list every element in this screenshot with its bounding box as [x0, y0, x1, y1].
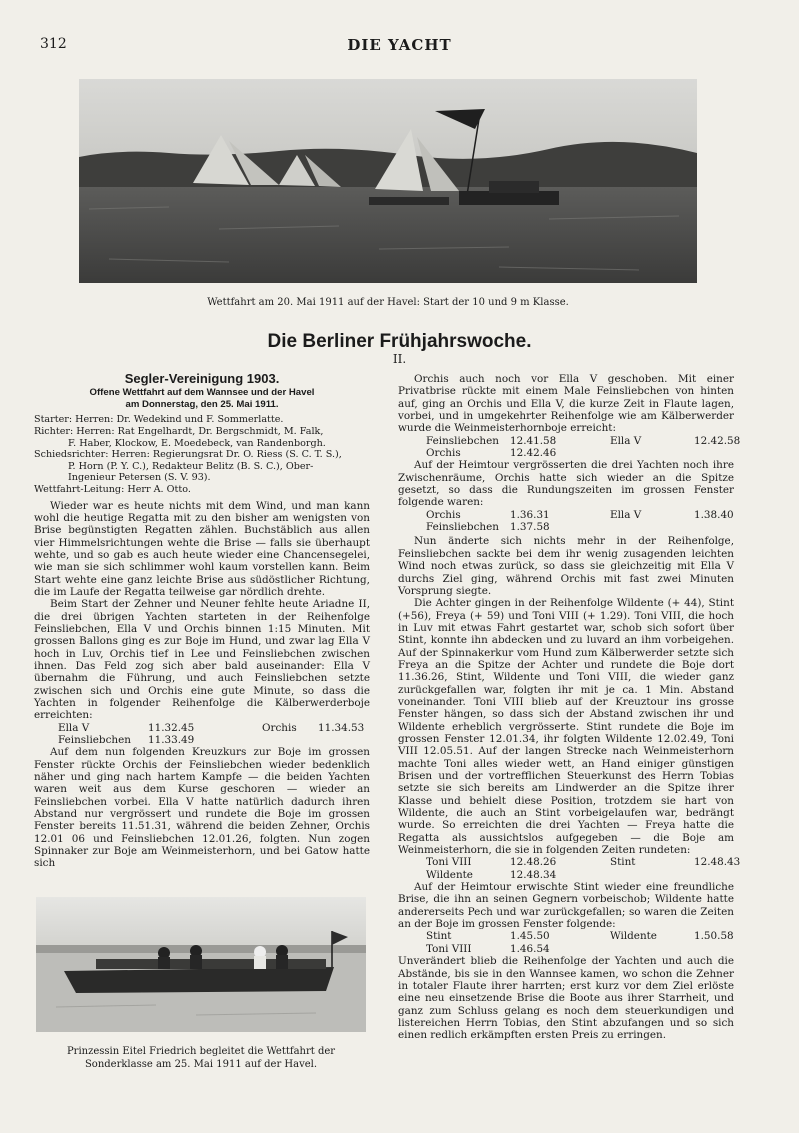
regatta-start-image: [79, 79, 697, 283]
running-title: DIE YACHT: [347, 36, 452, 54]
article-part: II.: [392, 352, 407, 366]
table-cell: Toni VIII: [426, 942, 472, 955]
paragraph: Unverändert blieb die Reihenfolge der Yachten und auch die Abstände, bis sie in den Wannsee kamen, wo schon die Zehner in totaler Flaute ihrer harrten; erst kurz vor dem Ziel erlöste eine neu einsetzende Brise die Boote aus ihrer Starrheit, und ganz zum Schluss gelang es noch dem steuerkundigen und listereichen Herrn Tobias, den Stint abzufangen und so sich einen redlich erkämpften ersten Preis zu erringen.: [398, 955, 734, 1042]
table-cell: Ella V: [58, 721, 90, 734]
table-cell: Feinsliebchen: [426, 521, 499, 534]
regatta-start-photo: [79, 79, 697, 283]
table-cell: 1.45.50: [510, 930, 550, 943]
table-cell: 1.36.31: [510, 508, 550, 521]
officials-line: Wettfahrt-Leitung: Herr A. Otto.: [34, 483, 191, 495]
officials-line: Starter: Herren: Dr. Wedekind und F. Sommerlatte.: [34, 414, 284, 426]
table-cell: 1.50.58: [694, 930, 734, 943]
section-subtitle-1: Offene Wettfahrt auf dem Wannsee und der Havel: [89, 387, 315, 399]
table-cell: Ella V: [610, 434, 642, 447]
table-cell: 1.38.40: [694, 508, 734, 521]
paragraph: Orchis auch noch vor Ella V geschoben. Mit einer Privatbrise rückte mit einem Male Feinsliebchen von hinten auf, ging an Orchis und Ella V, die kurze Zeit in Flaute lagen, vorbei, und in umgekehrter Reihenfolge wie am Kälberwerder wurde die Weinmeisterhornboje erreicht:: [398, 373, 734, 435]
paragraph: Die Achter gingen in der Reihenfolge Wildente (+ 44), Stint (+56), Freya (+ 59) und Toni VIII (+ 1.29). Toni VIII, die hoch in Luv mit etwas Fahrt gestartet war, schob sich sofort über Stint, konnte ihn abdecken und zu luvard an ihm vorbeigehen. Auf der Spinnakerkur vom Hund zum Kälberwerder setzte sich Freya an die Spitze der Achter und rundete die Boje dort 11.36.26, Stint, Wildente und Toni VIII, die wieder ganz zurückgefallen war, folgten ihr mit je ca. 1 Min. Abstand voneinander. Toni VIII blieb auf der Kreuztour ins grosse Fenster hängen, so dass sich der Abstand zwischen ihr und Wildente erheblich vergrösserte. Stint rundete die Boje im grossen Fenster 12.01.34, ihr folgten Wildente 12.02.49, Toni VIII 12.05.51. Auf der langen Strecke nach Weinmeisterhorn machte Toni alles wieder wett, an Hand einiger günstigen Brisen und der vortrefflichen Steuerkunst des Herrn Tobias setzte sie sich bereits am Lindwerder an die Spitze ihrer Klasse und behielt diese Position, trotzdem sie hart von Wildente, die auch an Stint vorbeigelaufen war, bedrängt wurde. So erreichten die drei Yachten — Freya hatte die Regatta als aussichtslos aufgegeben — die Boje am Weinmeisterhorn, die sie in folgenden Zeiten rundeten:: [398, 597, 734, 857]
figure-1-caption: Wettfahrt am 20. Mai 1911 auf der Havel: Start der 10 und 9 m Klasse.: [207, 297, 569, 308]
motor-launch-image: [36, 897, 366, 1032]
table-cell: Orchis: [426, 447, 461, 460]
table-cell: [318, 734, 388, 746]
page-number: 312: [40, 36, 67, 52]
figure-2-caption: Prinzessin Eitel Friedrich begleitet die Wettfahrt der Sonderklasse am 25. Mai 1911 auf der Havel.: [66, 1046, 336, 1070]
table-cell: 12.42.58: [694, 434, 741, 447]
table-cell: 12.48.34: [510, 868, 557, 881]
table-cell: [694, 943, 764, 955]
table-cell: 11.32.45: [148, 721, 195, 734]
table-cell: [694, 521, 764, 533]
table-cell: Toni VIII: [426, 856, 472, 869]
paragraph: Auf der Heimtour erwischte Stint wieder eine freundliche Brise, die ihn an seinen Gegnern vorbeischob; Wildente hatte andererseits Pech und war zurückgefallen; so waren die Zeiten an der Boje im grossen Fenster folgende:: [398, 881, 734, 931]
officials-line: F. Haber, Klockow, E. Moedebeck, van Randenborgh.: [68, 437, 326, 449]
paragraph: Auf der Heimtour vergrösserten die drei Yachten noch ihre Zwischenräume, Orchis hatte sich wieder an die Spitze gesetzt, so dass die Rundungszeiten im grossen Fenster folgende waren:: [398, 459, 734, 509]
officials-line: Richter: Herren: Rat Engelhardt, Dr. Bergschmidt, M. Falk,: [34, 425, 324, 437]
section-subtitle-2: am Donnerstag, den 25. Mai 1911.: [125, 399, 279, 411]
times-table: [398, 509, 734, 534]
table-cell: [218, 734, 318, 746]
left-column: [34, 373, 370, 870]
table-cell: 11.34.53: [318, 721, 365, 734]
table-cell: Orchis: [426, 508, 461, 521]
times-table: [398, 856, 741, 881]
officials-line: Ingenieur Petersen (S. V. 93).: [68, 472, 211, 484]
paragraph: Beim Start der Zehner und Neuner fehlte heute Ariadne II, die drei übrigen Yachten starteten in der Reihenfolge Feinsliebchen, Ella V und Orchis binnen 1:15 Minuten. Mit grossen Ballons ging es zur Boje im Hund, und zwar lag Ella V hoch in Luv, Orchis tief in Lee und Feinsliebchen zwischen ihnen. Das Feld zog sich aber bald auseinander: Ella V übernahm die Führung, und auch Feinsliebchen setzte zwischen sich und Orchis eine gute Minute, so dass die Yachten in folgender Reihenfolge die Kälberwerderboje erreichten:: [34, 598, 370, 722]
table-cell: 11.33.49: [148, 734, 195, 747]
table-cell: [610, 869, 694, 881]
table-cell: 12.48.26: [510, 856, 557, 869]
table-cell: Stint: [426, 930, 452, 943]
table-cell: Feinsliebchen: [58, 734, 131, 747]
right-column: [398, 373, 741, 1042]
table-cell: 1.46.54: [510, 942, 550, 955]
table-cell: Stint: [610, 856, 636, 869]
times-table: [398, 930, 734, 955]
table-cell: [610, 447, 694, 459]
times-table: [34, 722, 370, 747]
times-table: [398, 434, 741, 460]
officials-line: Schiedsrichter: Herren: Regierungsrat Dr. O. Riess (S. C. T. S.),: [34, 449, 342, 461]
table-cell: [610, 521, 694, 533]
table-cell: 1.37.58: [510, 521, 550, 534]
paragraph: Wieder war es heute nichts mit dem Wind, und man kann wohl die heutige Regatta mit zu den bisher am wenigsten von Brise begünstigten Regatten zählen. Buchstäblich aus allen vier Himmelsrichtungen wehte die Brise — falls sie überhaupt wehte, und so gab es auch heute wieder eine Chancensegelei, wie man sie sich schlimmer wohl kaum vorstellen kann. Beim Start wehte eine ganz leichte Brise aus südöstlicher Richtung, die im Laufe der Regatta teilweise gar nördlich drehte.: [34, 499, 370, 598]
table-cell: [610, 943, 694, 955]
table-cell: Ella V: [610, 508, 642, 521]
section-title: Segler-Vereinigung 1903.: [124, 371, 280, 386]
table-cell: Orchis: [262, 721, 297, 734]
officials-line: P. Horn (P. Y. C.), Redakteur Belitz (B. S. C.), Ober-: [68, 460, 314, 472]
table-cell: 12.48.43: [694, 856, 741, 869]
table-cell: [694, 869, 764, 881]
motor-launch-photo: [36, 897, 366, 1032]
table-cell: 12.41.58: [510, 434, 557, 447]
article-title: Die Berliner Frühjahrswoche.: [267, 331, 532, 352]
table-cell: Wildente: [610, 930, 657, 943]
table-cell: 12.42.46: [510, 447, 557, 460]
paragraph: Nun änderte sich nichts mehr in der Reihenfolge, Feinsliebchen sackte bei dem ihr wenig zusagenden leichten Wind noch etwas zurück, so dass sie gleichzeitig mit Ella V durchs Ziel ging, während Orchis mit fast zwei Minuten Vorsprung siegte.: [398, 535, 734, 597]
paragraph: Auf dem nun folgenden Kreuzkurs zur Boje im grossen Fenster rückte Orchis der Feinsliebchen wieder bedenklich näher und ging nach hartem Kampfe — die beiden Yachten waren weit aus dem Kurse geschoren — wieder an Feinsliebchen vorbei. Ella V hatte natürlich dadurch ihren Abstand nur vergrössert und rundete die Boje im grossen Fenster bereits 11.51.31, während die beiden Zehner, Orchis 12.01 06 und Feinsliebchen 12.01.26, folgten. Nun zogen Spinnaker zur Boje am Weinmeisterhorn, und bei Gatow hatte sich: [34, 746, 370, 870]
table-cell: Wildente: [426, 868, 473, 881]
table-cell: [694, 447, 764, 459]
table-cell: Feinsliebchen: [426, 434, 499, 447]
